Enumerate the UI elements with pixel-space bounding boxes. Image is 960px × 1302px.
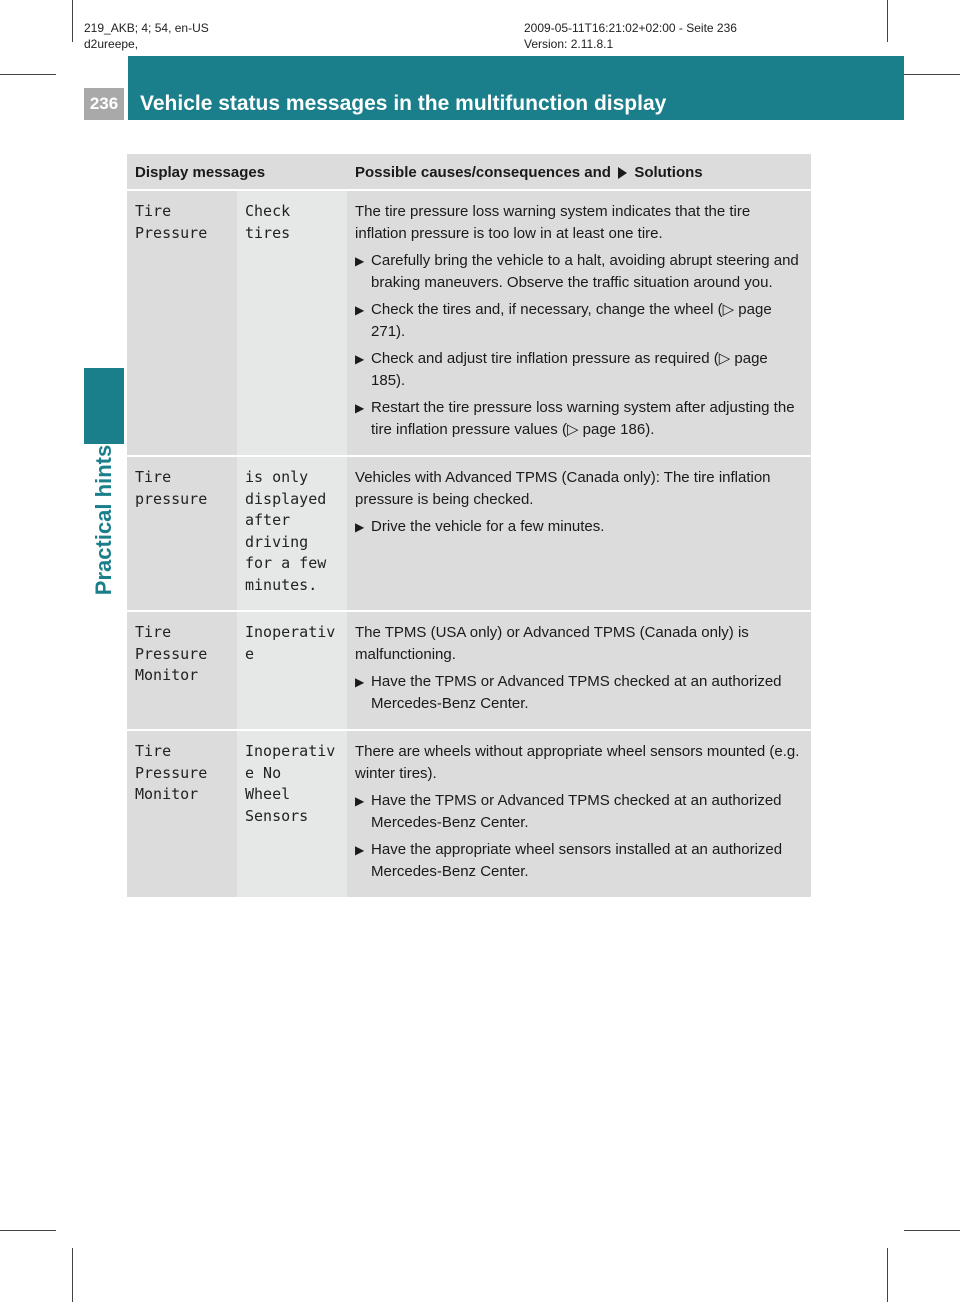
solution-step-text: Have the appropriate wheel sensors installed at an authorized Mercedes-Benz Center. [371, 841, 783, 880]
cause-solution-cell [347, 730, 811, 898]
crop-mark [904, 74, 960, 75]
solution-step [355, 250, 803, 294]
solution-step [355, 790, 803, 834]
solution-step-text: Carefully bring the vehicle to a halt, avoiding abrupt steering and braking maneuvers. Observe the traffic situation around you. [371, 252, 799, 291]
display-message-text: Tire Pressure Monitor [135, 742, 208, 803]
display-message-text: Tire Pressure Monitor [135, 623, 208, 684]
section-label-text: Practical hints [91, 444, 116, 596]
section-label [84, 440, 124, 600]
cause-solution-cell [347, 456, 811, 611]
action-arrow-icon: ▶ [355, 401, 365, 415]
cause-description: The TPMS (USA only) or Advanced TPMS (Canada only) is malfunctioning. [355, 624, 749, 663]
page-title: Vehicle status messages in the multifunction display [140, 92, 667, 115]
crop-mark [0, 74, 56, 75]
display-message-text: Tire Pressure [135, 202, 208, 242]
display-message-cell [127, 190, 237, 456]
display-message-cell [127, 456, 237, 611]
crop-mark [887, 0, 888, 42]
display-message-detail-text: is only displayed after driving for a few minutes. [245, 468, 327, 594]
page-number: 236 [84, 88, 124, 120]
section-tab [84, 368, 124, 444]
crop-mark [0, 1230, 56, 1231]
cause-description: Vehicles with Advanced TPMS (Canada only): The tire inflation pressure is being checked. [355, 469, 771, 508]
solution-step [355, 348, 803, 392]
crop-mark [72, 0, 73, 42]
solution-step [355, 839, 803, 883]
solution-step [355, 671, 803, 715]
solution-step-text: Check and adjust tire inflation pressure as required (▷ page 185). [371, 350, 768, 389]
meta-left-line1: 219_AKB; 4; 54, en-US [84, 21, 209, 35]
cause-description: There are wheels without appropriate wheel sensors mounted (e.g. winter tires). [355, 743, 800, 782]
meta-right-line1: 2009-05-11T16:21:02+02:00 - Seite 236 [524, 21, 737, 35]
col-display-messages: Display messages [127, 154, 347, 190]
col-solutions-label: Solutions [634, 164, 703, 181]
action-arrow-icon: ▶ [355, 675, 365, 689]
action-arrow-icon: ▶ [355, 843, 365, 857]
display-message-cell [127, 730, 237, 898]
solution-step [355, 397, 803, 441]
solution-step [355, 516, 803, 538]
col-causes-solutions [347, 154, 811, 190]
display-message-detail-text: Inoperativ e [245, 623, 336, 663]
action-arrow-icon: ▶ [355, 794, 365, 808]
crop-mark [904, 1230, 960, 1231]
solution-step-text: Have the TPMS or Advanced TPMS checked at an authorized Mercedes-Benz Center. [371, 673, 782, 712]
cause-solution-cell [347, 611, 811, 730]
solution-step-text: Check the tires and, if necessary, change the wheel (▷ page 271). [371, 301, 772, 340]
display-message-detail-cell [237, 190, 347, 456]
display-message-cell [127, 611, 237, 730]
meta-right-line2: Version: 2.11.8.1 [524, 37, 614, 51]
table-row [127, 190, 811, 456]
print-meta-left [84, 20, 209, 52]
meta-left-line2: d2ureepe, [84, 37, 139, 51]
print-meta-right [524, 20, 737, 52]
crop-mark [72, 1248, 73, 1302]
table-row [127, 611, 811, 730]
action-arrow-icon: ▶ [355, 352, 365, 366]
display-message-detail-cell [237, 456, 347, 611]
action-arrow-icon: ▶ [355, 520, 365, 534]
messages-table [127, 154, 811, 899]
crop-mark [887, 1248, 888, 1302]
col-causes-label: Possible causes/consequences and [355, 164, 611, 181]
cause-description: The tire pressure loss warning system indicates that the tire inflation pressure is too low in at least one tire. [355, 203, 751, 242]
action-arrow-icon: ▶ [355, 254, 365, 268]
display-message-detail-cell [237, 730, 347, 898]
table-row [127, 730, 811, 898]
cause-solution-cell [347, 190, 811, 456]
table-header-row [127, 154, 811, 190]
action-arrow-icon: ▶ [355, 303, 365, 317]
action-arrow-icon [618, 167, 627, 179]
display-message-detail-text: Inoperativ e No Wheel Sensors [245, 742, 336, 825]
display-message-detail-cell [237, 611, 347, 730]
table-row [127, 456, 811, 611]
solution-step-text: Restart the tire pressure loss warning system after adjusting the tire inflation pressure values (▷ page 186). [371, 399, 795, 438]
display-message-text: Tire pressure [135, 468, 208, 508]
solution-step-text: Drive the vehicle for a few minutes. [371, 518, 605, 535]
display-message-detail-text: Check tires [245, 202, 291, 242]
solution-step [355, 299, 803, 343]
solution-step-text: Have the TPMS or Advanced TPMS checked at an authorized Mercedes-Benz Center. [371, 792, 782, 831]
